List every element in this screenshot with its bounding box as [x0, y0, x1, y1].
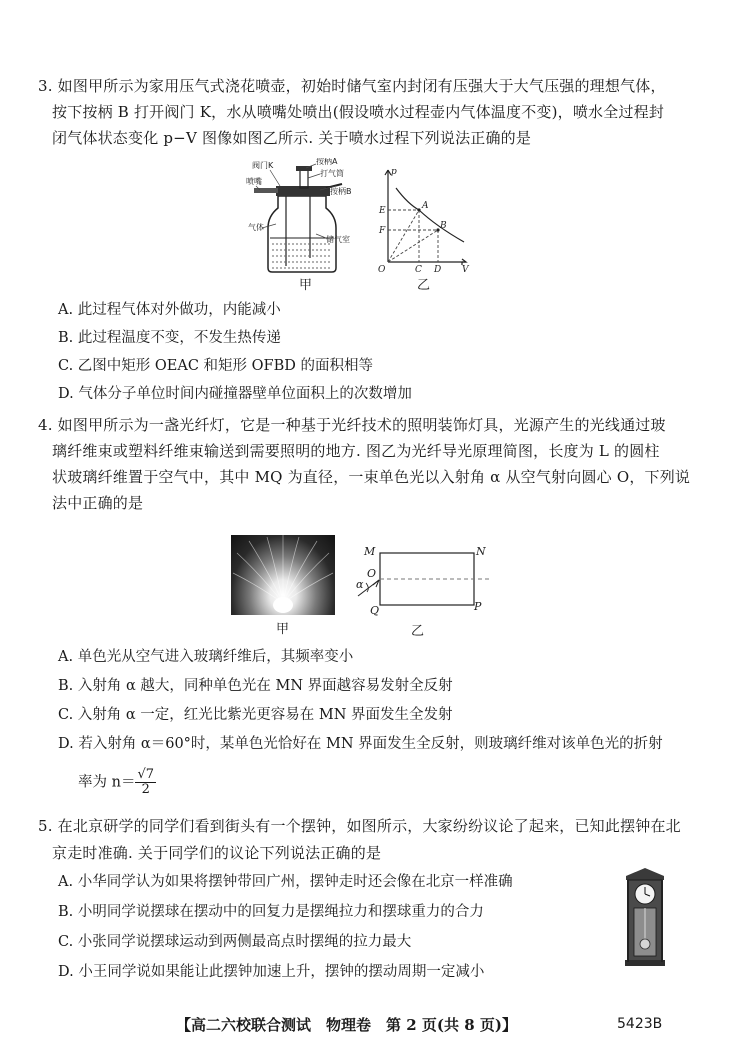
q5-option-a: A. 小华同学认为如果将摆钟带回广州，摆钟走时还会像在北京一样准确 [58, 874, 513, 890]
label-chamber: 储气室 [326, 235, 350, 244]
q4-option-d-prefix: 率为 n＝ [78, 774, 136, 791]
q4-option-a: A. 单色光从空气进入玻璃纤维后，其频率变小 [58, 649, 354, 665]
fraction-numerator: √7 [137, 767, 155, 782]
q4-option-d-continued [78, 768, 156, 797]
q4-caption-jia: 甲 [276, 622, 290, 637]
q5-stem-line-2: 京走时准确. 关于同学们的议论下列说法正确的是 [52, 844, 382, 862]
q3-option-c: C. 乙图中矩形 OEAC 和矩形 OFBD 的面积相等 [58, 358, 373, 374]
spray-bottle-figure [246, 158, 358, 276]
fiber-optic-diagram [352, 540, 494, 616]
point-label-d: D [434, 265, 442, 274]
point-label-c: C [415, 265, 422, 274]
q5-option-d: D. 小王同学说如果能让此摆钟加速上升，摆钟的摆动周期一定减小 [58, 964, 485, 980]
q5-option-c: C. 小张同学说摆球运动到两侧最高点时摆绳的拉力最大 [58, 934, 412, 950]
refractive-index-fraction [135, 768, 156, 797]
axis-label-p: p [391, 167, 397, 177]
label-handle-a: 按柄A [316, 158, 338, 166]
q4-stem-line-1: 4. 如图甲所示为一盏光纤灯，它是一种基于光纤技术的照明装饰灯具，光源产生的光线通过玻 [38, 416, 666, 434]
label-handle-b: 按柄B [330, 187, 352, 196]
q4-option-c: C. 入射角 α 一定，红光比紫光更容易在 MN 界面发生全发射 [58, 707, 453, 723]
q3-option-b: B. 此过程温度不变，不发生热传递 [58, 330, 281, 346]
point-label-b: B [440, 221, 447, 231]
q4-stem-line-3: 状玻璃纤维置于空气中，其中 MQ 为直径，一束单色光以入射角 α 从空气射向圆心 O，下列说 [52, 468, 691, 486]
q3-stem-line-2: 按下按柄 B 打开阀门 K，水从喷嘴处喷出(假设喷水过程壶内气体温度不变)，喷水全过程封 [52, 103, 665, 121]
q4-option-b: B. 入射角 α 越大，同种单色光在 MN 界面越容易发射全反射 [58, 678, 453, 694]
q3-stem-line-1: 3. 如图甲所示为家用压气式浇花喷壶，初始时储气室内封闭有压强大于大气压强的理想气体， [38, 77, 666, 95]
q3-option-d: D. 气体分子单位时间内碰撞器壁单位面积上的次数增加 [58, 386, 412, 402]
paper-code: 5423B [617, 1016, 663, 1032]
label-valve-k: 阀门K [252, 161, 274, 170]
q3-option-a: A. 此过程气体对外做功，内能减小 [58, 302, 281, 318]
q3-caption-jia: 甲 [299, 278, 313, 293]
pv-graph-figure [374, 164, 472, 274]
q4-stem-line-2: 璃纤维束或塑料纤维束输送到需要照明的地方. 图乙为光纤导光原理简图，长度为 L 的圆柱 [52, 442, 660, 460]
q4-stem-line-4: 法中正确的是 [52, 494, 144, 512]
q5-stem-line-1: 5. 在北京研学的同学们看到街头有一个摆钟，如图所示，大家纷纷议论了起来，已知此摆钟在北 [38, 817, 681, 835]
fiber-strands-graphic [231, 535, 335, 615]
page-footer: 【高二六校联合测试 物理卷 第 2 页(共 8 页)】 [176, 1016, 517, 1034]
label-q: Q [370, 604, 380, 616]
q4-caption-yi: 乙 [411, 624, 425, 639]
label-m: M [364, 545, 376, 558]
pendulum-clock-figure [622, 866, 668, 968]
q3-caption-yi: 乙 [417, 278, 431, 293]
axis-label-v: V [462, 265, 469, 274]
label-o: O [367, 567, 377, 580]
label-nozzle: 喷嘴 [246, 177, 262, 186]
origin-label: O [378, 265, 386, 274]
fiber-lamp-photo [231, 535, 335, 615]
q4-option-d: D. 若入射角 α＝60°时，某单色光恰好在 MN 界面发生全反射，则玻璃纤维对该单色光的折射 [58, 736, 663, 752]
q3-stem-line-3: 闭气体状态变化 p−V 图像如图乙所示. 关于喷水过程下列说法正确的是 [52, 129, 532, 147]
label-p: P [474, 600, 482, 613]
fraction-denominator: 2 [141, 782, 150, 797]
point-label-a: A [422, 201, 429, 211]
label-gas: 气体 [248, 223, 264, 232]
label-n: N [476, 545, 486, 558]
label-pump: 打气筒 [320, 169, 344, 178]
point-label-f: F [379, 226, 386, 236]
q5-option-b: B. 小明同学说摆球在摆动中的回复力是摆绳拉力和摆球重力的合力 [58, 904, 484, 920]
point-label-e: E [379, 206, 386, 216]
label-alpha: α [356, 578, 364, 591]
